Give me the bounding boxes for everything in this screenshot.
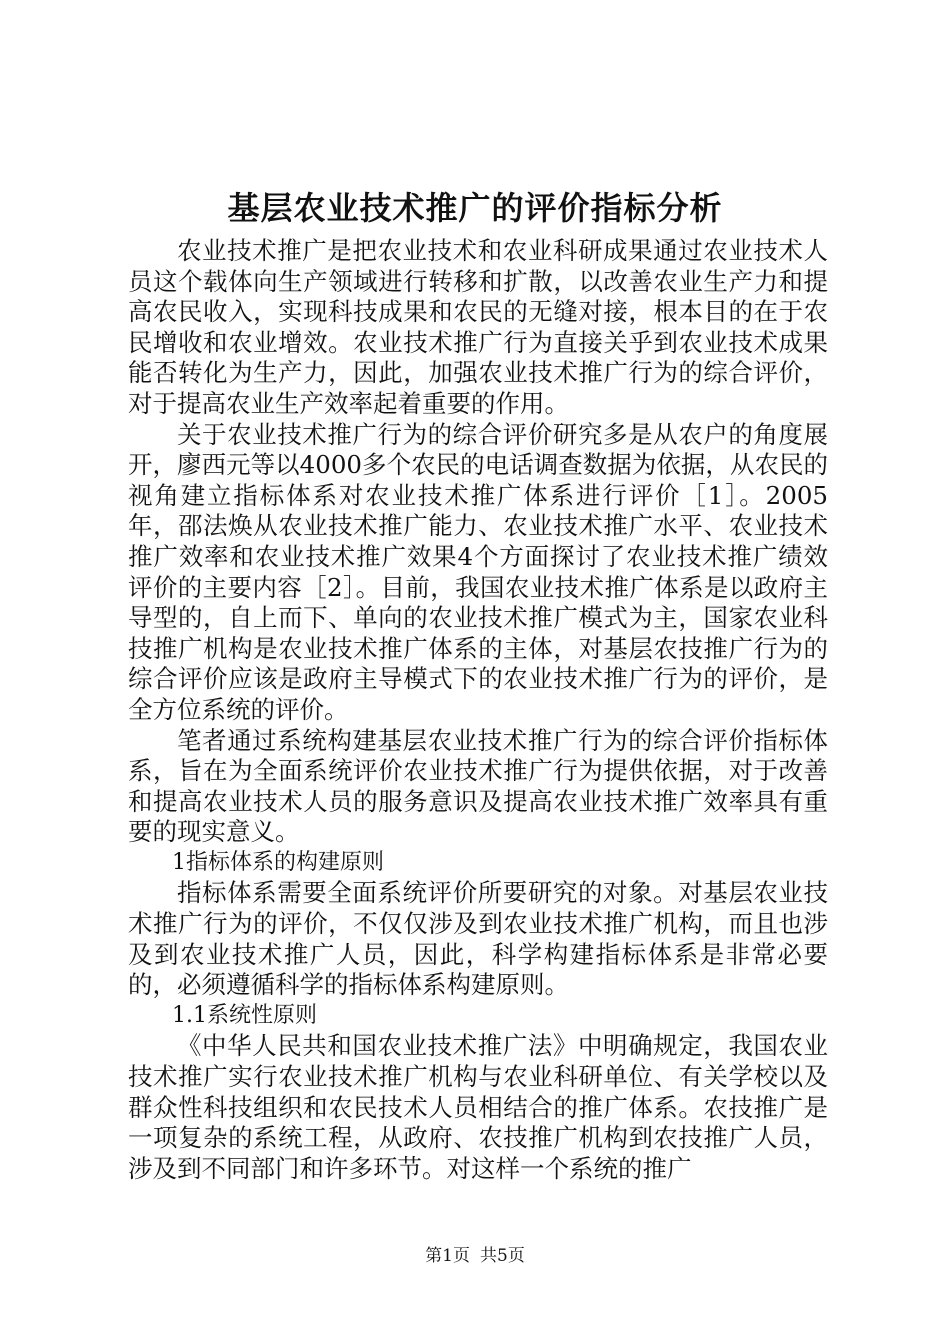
paragraph-intro: 农业技术推广是把农业技术和农业科研成果通过农业技术人员这个载体向生产领域进行转移和扩散，以改善农业生产力和提高农民收入，实现科技成果和农民的无缝对接，根本目的在于农民增收和农业增效。农业技术推广行为直接关乎到农业技术成果能否转化为生产力，因此，加强农业技术推广行为的综合评价，对于提高农业生产效率起着重要的作用。: [128, 236, 828, 418]
paragraph-purpose: 笔者通过系统构建基层农业技术推广行为的综合评价指标体系，旨在为全面系统评价农业技术推广行为提供依据，对于改善和提高农业技术人员的服务意识及提高农业技术推广效率具有重要的现实意义。: [128, 725, 828, 847]
page-total: 共5页: [480, 1246, 525, 1266]
page-number: 第1页: [425, 1246, 470, 1266]
page-footer: [0, 1244, 950, 1268]
paragraph-research-review: 关于农业技术推广行为的综合评价研究多是从农户的角度展开，廖西元等以4000多个农民的电话调查数据为依据，从农民的视角建立指标体系对农业技术推广体系进行评价［1］。2005年，邵法焕从农业技术推广能力、农业技术推广水平、农业技术推广效率和农业技术推广效果4个方面探讨了农业技术推广绩效评价的主要内容［2］。目前，我国农业技术推广体系是以政府主导型的，自上而下、单向的农业技术推广模式为主，国家农业科技推广机构是农业技术推广体系的主体，对基层农技推广行为的综合评价应该是政府主导模式下的农业技术推广行为的评价，是全方位系统的评价。: [128, 419, 828, 724]
document-body: [128, 236, 828, 1184]
paragraph-principles: 指标体系需要全面系统评价所要研究的对象。对基层农业技术推广行为的评价，不仅仅涉及到农业技术推广机构，而且也涉及到农业技术推广人员，因此，科学构建指标体系是非常必要的，必须遵循科学的指标体系构建原则。: [128, 878, 828, 1000]
section-heading-1: 1指标体系的构建原则: [172, 849, 384, 875]
section-heading-1-1: 1.1系统性原则: [172, 1002, 317, 1028]
document-title: 基层农业技术推广的评价指标分析: [227, 189, 723, 227]
paragraph-systematic: 《中华人民共和国农业技术推广法》中明确规定，我国农业技术推广实行农业技术推广机构与农业科研单位、有关学校以及群众性科技组织和农民技术人员相结合的推广体系。农技推广是一项复杂的系统工程，从政府、农技推广机构到农技推广人员，涉及到不同部门和许多环节。对这样一个系统的推广: [128, 1031, 828, 1183]
